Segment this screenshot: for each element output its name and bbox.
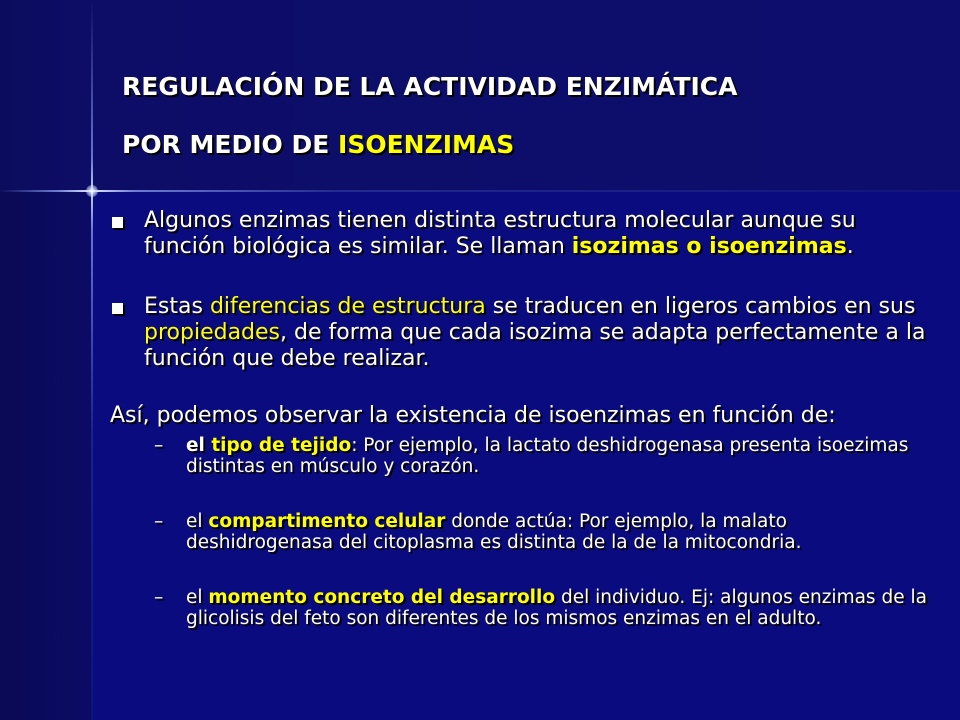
bullet-text: , de forma que cada isozima se adapta perfectamente a la función que debe realizar.	[144, 320, 926, 371]
sub-item-prefix: el	[186, 587, 209, 608]
square-bullet-icon	[112, 303, 123, 314]
sparkle-icon	[86, 185, 98, 197]
slide-body	[110, 208, 930, 663]
title-line-1: REGULACIÓN DE LA ACTIVIDAD ENZIMÁTICA	[122, 72, 738, 101]
sub-item-text: donde actúa: Por ejemplo, la malato deshidrogenasa del citoplasma es distinta de la de la mitocondria.	[186, 511, 802, 553]
horizontal-divider-line	[0, 190, 960, 192]
sub-item-highlight: momento concreto del desarrollo	[208, 587, 556, 608]
bullet-text: Algunos enzimas tienen distinta estructura molecular aunque su función biológica es similar. Se llaman	[144, 208, 856, 259]
sub-item	[110, 587, 930, 629]
bullet-text: se traducen en ligeros cambios en sus	[485, 294, 916, 319]
sub-item-highlight: compartimento celular	[208, 511, 446, 532]
sub-item-prefix: el	[186, 511, 209, 532]
left-band	[0, 192, 92, 720]
sub-item-text: del individuo. Ej: algunos enzimas de la glicolisis del feto son diferentes de los mismos enzimas en el adulto.	[186, 587, 927, 629]
bullet-text: Estas	[144, 294, 210, 319]
title-line-2	[122, 116, 738, 174]
title-highlight: ISOENZIMAS	[338, 130, 515, 159]
sub-item-prefix: el	[186, 435, 212, 456]
dash-bullet: –	[154, 587, 164, 608]
intro-text: Así, podemos observar la existencia de isoenzimas en función de:	[110, 403, 836, 428]
sub-item-text: : Por ejemplo, la lactato deshidrogenasa presenta isoezimas distintas en músculo y corazón.	[186, 435, 909, 477]
vertical-divider-line	[91, 0, 93, 720]
bullet-highlight: diferencias de estructura	[209, 294, 486, 319]
bullet-item	[110, 208, 930, 260]
bullet-highlight: propiedades	[144, 320, 281, 345]
sub-item-highlight: tipo de tejido	[211, 435, 352, 456]
slide-title	[122, 58, 738, 174]
sub-item	[110, 511, 930, 553]
title-line-2-prefix: POR MEDIO DE	[122, 130, 339, 159]
bullet-text-end: .	[846, 234, 854, 259]
bullet-highlight: isozimas o isoenzimas	[571, 234, 847, 259]
sub-item	[110, 435, 930, 477]
dash-bullet: –	[154, 511, 164, 532]
bullet-item	[110, 294, 930, 372]
square-bullet-icon	[112, 217, 123, 228]
dash-bullet: –	[154, 435, 164, 456]
